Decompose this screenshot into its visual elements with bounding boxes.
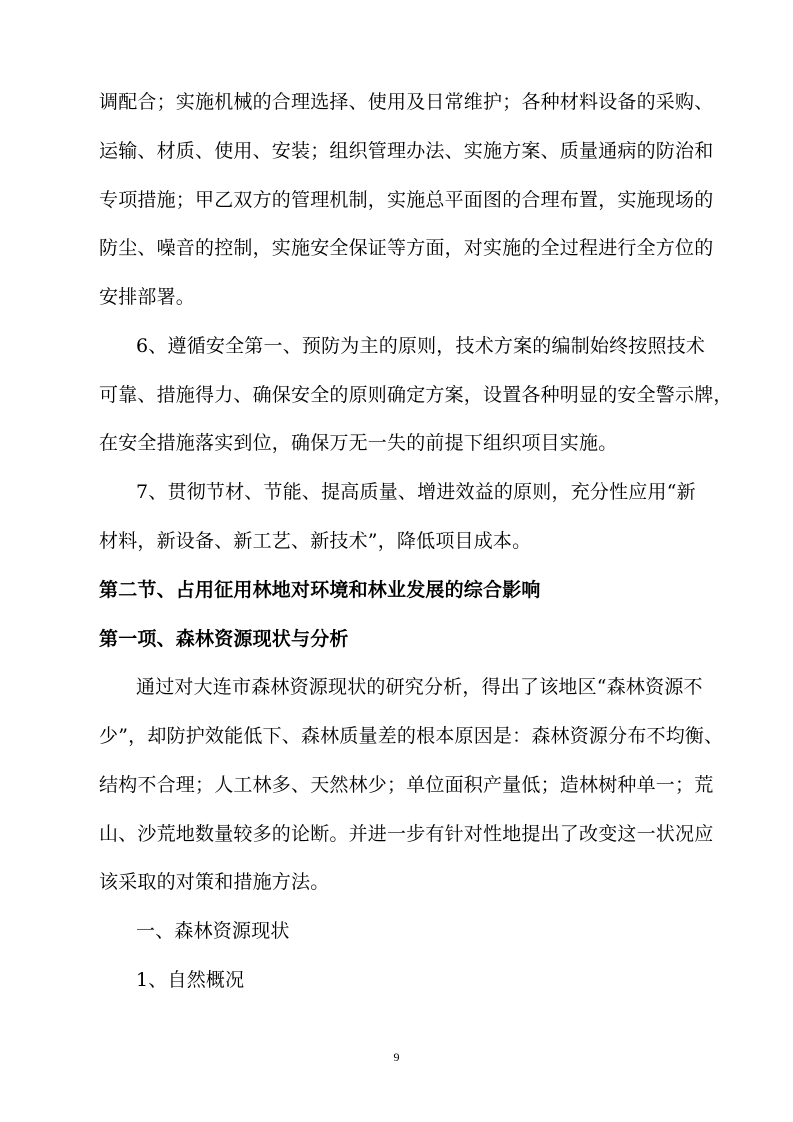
paragraph-line: 结构不合理；人工林多、天然林少；单位面积产量低；造林树种单一；荒 [99,774,714,796]
subsection-heading: 第一项、森林资源现状与分析 [99,628,349,650]
paragraph-line: 可靠、措施得力、确保安全的原则确定方案，设置各种明显的安全警示牌， [99,384,733,406]
paragraph-line: 该采取的对策和措施方法。 [99,871,330,893]
paragraph-line: 少”，却防护效能低下、森林质量差的根本原因是：森林资源分布不均衡、 [99,725,724,747]
paragraph-line: 通过对大连市森林资源现状的研究分析，得出了该地区“森林资源不 [136,676,703,698]
paragraph-line: 调配合；实施机械的合理选择、使用及日常维护；各种材料设备的采购、 [99,91,714,113]
paragraph-line: 6、遵循安全第一、预防为主的原则，技术方案的编制始终按照技术 [136,335,706,357]
section-heading: 第二节、占用征用林地对环境和林业发展的综合影响 [99,579,541,601]
paragraph-line: 在安全措施落实到位，确保万无一失的前提下组织项目实施。 [99,432,618,454]
list-heading: 1、自然概况 [136,969,245,991]
list-heading: 一、森林资源现状 [136,920,290,942]
paragraph-line: 安排部署。 [99,286,196,308]
paragraph-line: 山、沙荒地数量较多的论断。并进一步有针对性地提出了改变这一状况应 [99,823,714,845]
page-number: 9 [393,1050,400,1064]
paragraph-line: 防尘、噪音的控制，实施安全保证等方面，对实施的全过程进行全方位的 [99,237,714,259]
paragraph-line: 运输、材质、使用、安装；组织管理办法、实施方案、质量通病的防治和 [99,140,714,162]
paragraph-line: 专项措施；甲乙双方的管理机制，实施总平面图的合理布置，实施现场的 [99,189,714,211]
paragraph-line: 7、贯彻节材、节能、提高质量、增进效益的原则，充分性应用“新 [136,481,696,503]
paragraph-line: 材料，新设备、新工艺、新技术”，降低项目成本。 [99,530,532,552]
